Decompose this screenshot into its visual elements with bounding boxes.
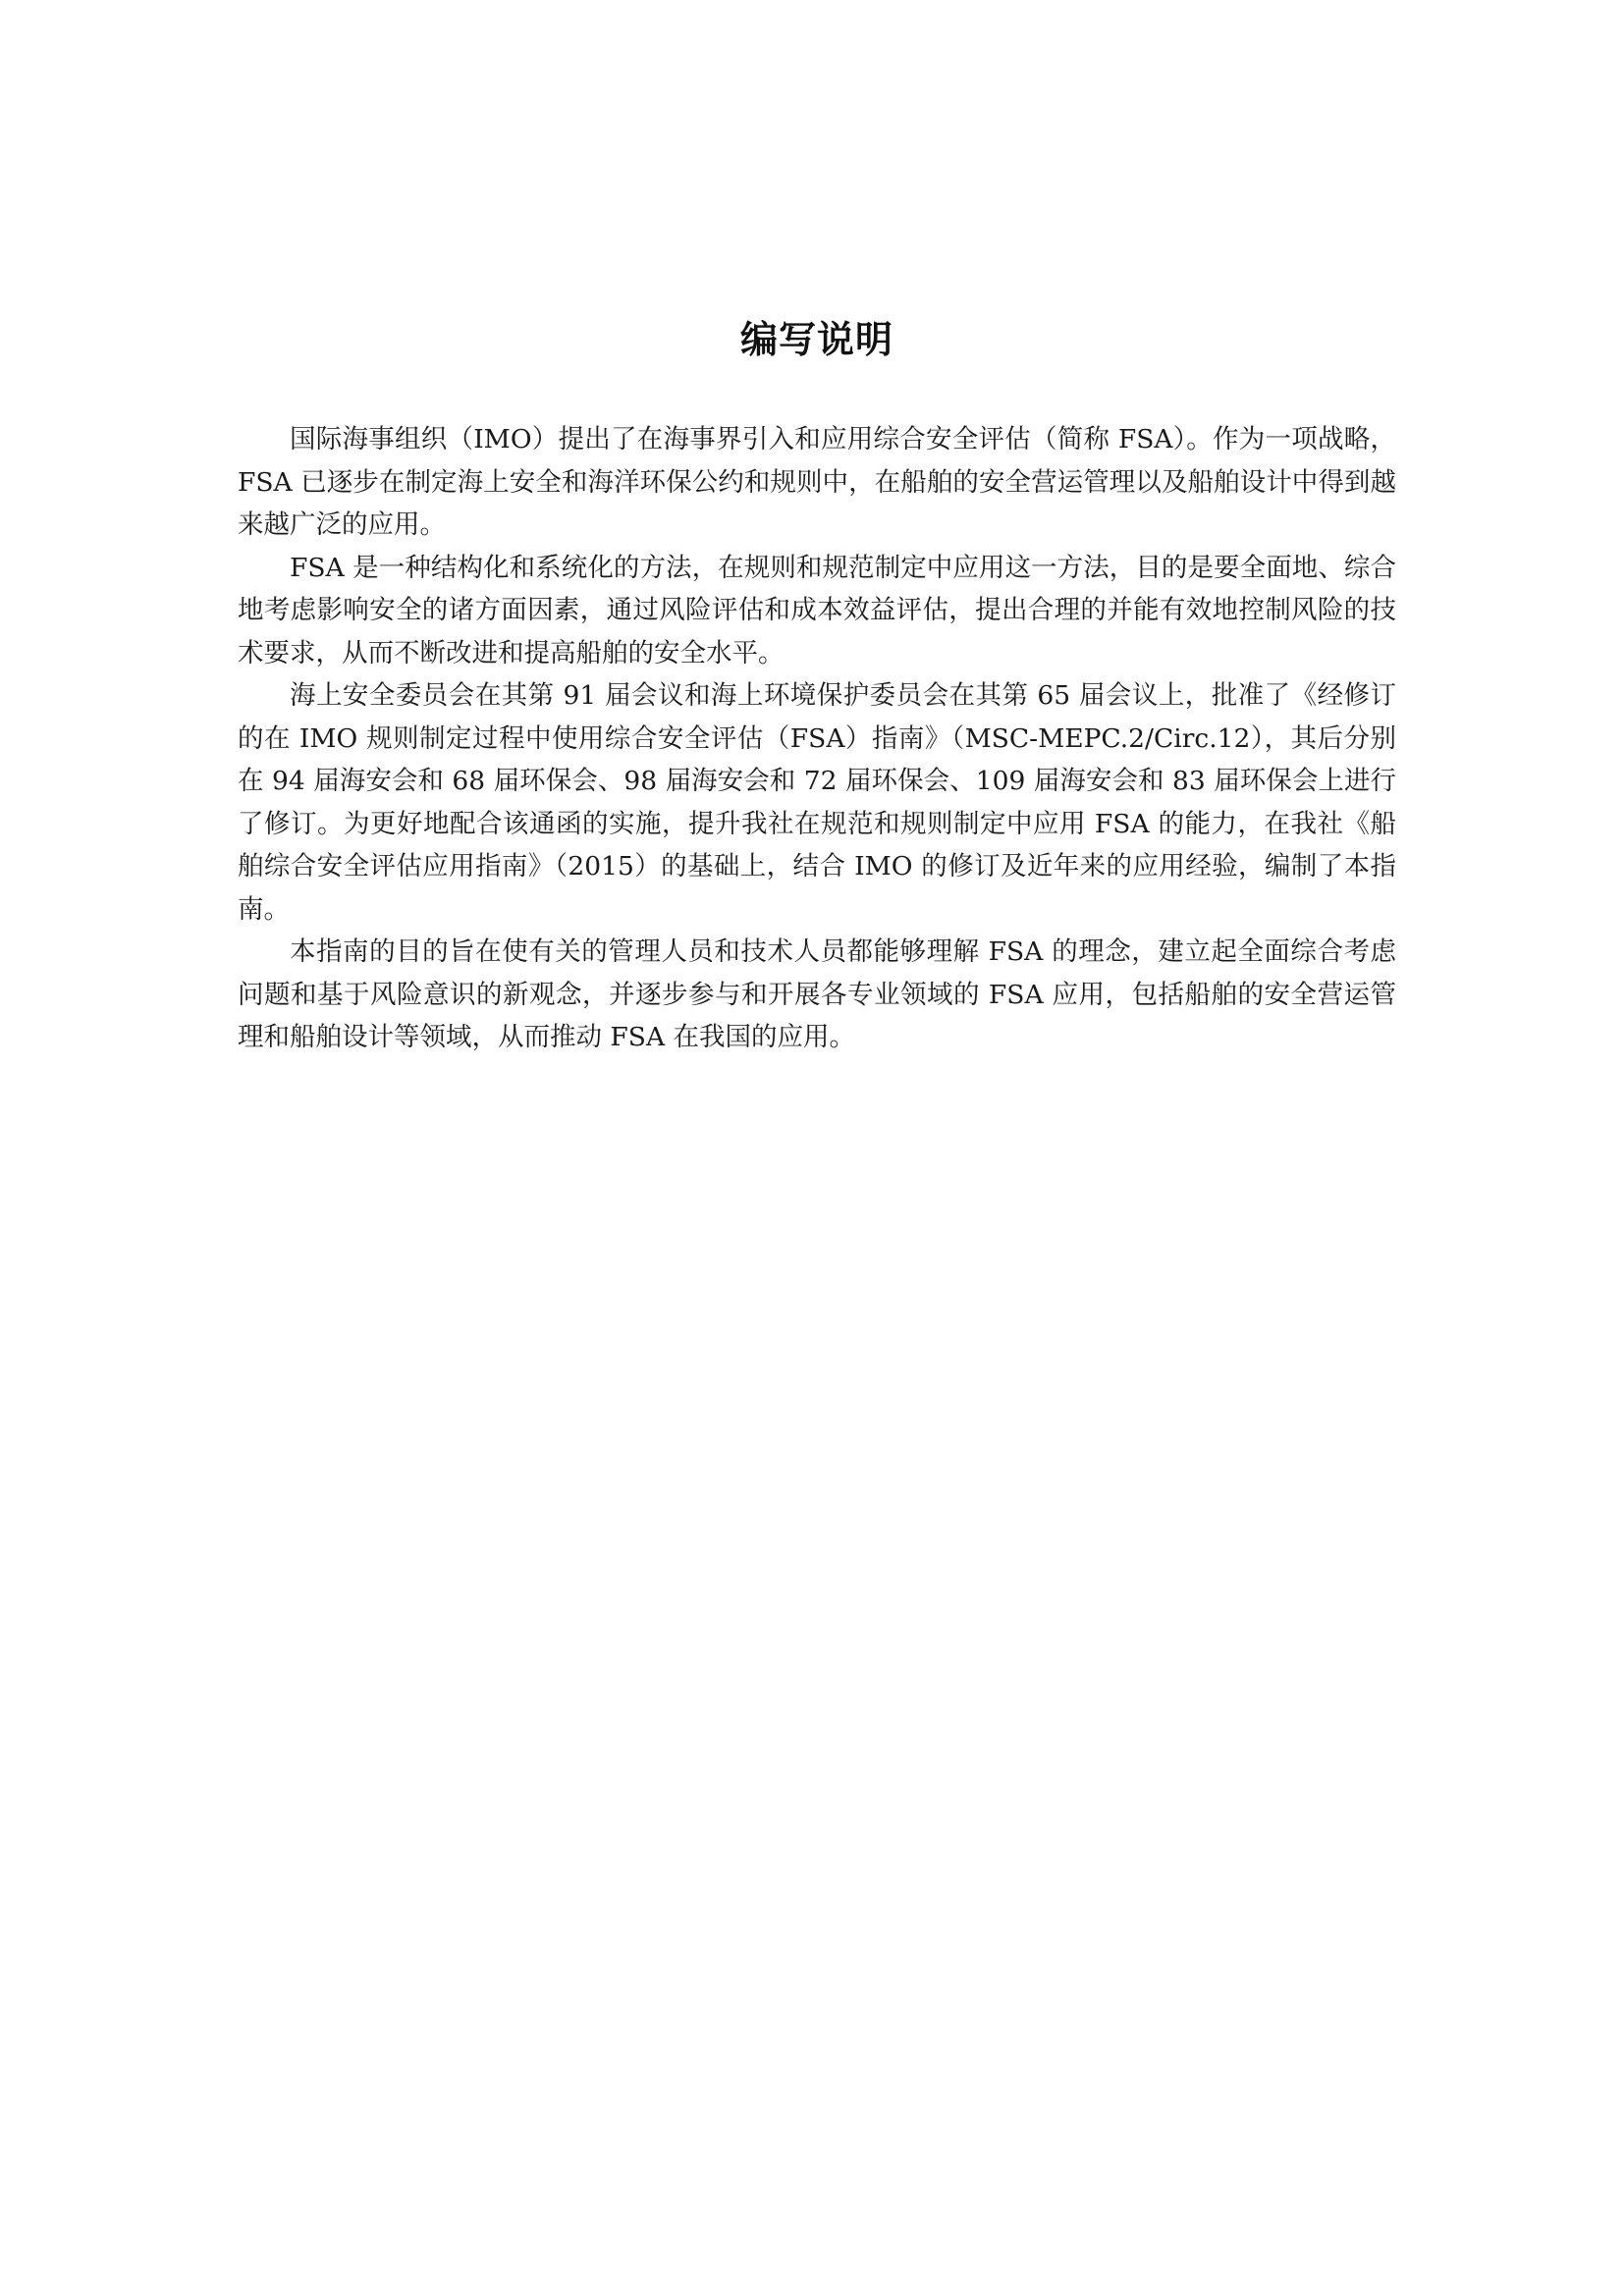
page-title: 编写说明 <box>739 318 893 361</box>
paragraph-4: 本指南的目的旨在使有关的管理人员和技术人员都能够理解 FSA 的理念，建立起全面综合考虑问题和基于风险意识的新观念，并逐步参与和开展各专业领域的 FSA 应用，包括船舶的安全营运管理和船舶设计等领域，从而推动 FSA 在我国的应用。 <box>238 936 1396 1052</box>
paragraph-3: 海上安全委员会在其第 91 届会议和海上环境保护委员会在其第 65 届会议上，批准了《经修订的在 IMO 规则制定过程中使用综合安全评估（FSA）指南》（MSC-MEPC.2/Circ.12），其后分别在 94 届海安会和 68 届环保会、98 届海安会和 72 届环保会、109 届海安会和 83 届环保会上进行了修订。为更好地配合该通函的实施，提升我社在规范和规则制定中应用 FSA 的能力，在我社《船舶综合安全评估应用指南》（2015）的基础上，结合 IMO 的修订及近年来的应用经验，编制了本指南。 <box>238 680 1396 925</box>
paragraph-1: 国际海事组织（IMO）提出了在海事界引入和应用综合安全评估（简称 FSA）。作为一项战略，FSA 已逐步在制定海上安全和海洋环保公约和规则中，在船舶的安全营运管理以及船舶设计中得到越来越广泛的应用。 <box>238 424 1396 540</box>
document-body <box>238 312 1396 1059</box>
paragraph-2: FSA 是一种结构化和系统化的方法，在规则和规范制定中应用这一方法，目的是要全面地、综合地考虑影响安全的诸方面因素，通过风险评估和成本效益评估，提出合理的并能有效地控制风险的技术要求，从而不断改进和提高船舶的安全水平。 <box>238 552 1396 668</box>
